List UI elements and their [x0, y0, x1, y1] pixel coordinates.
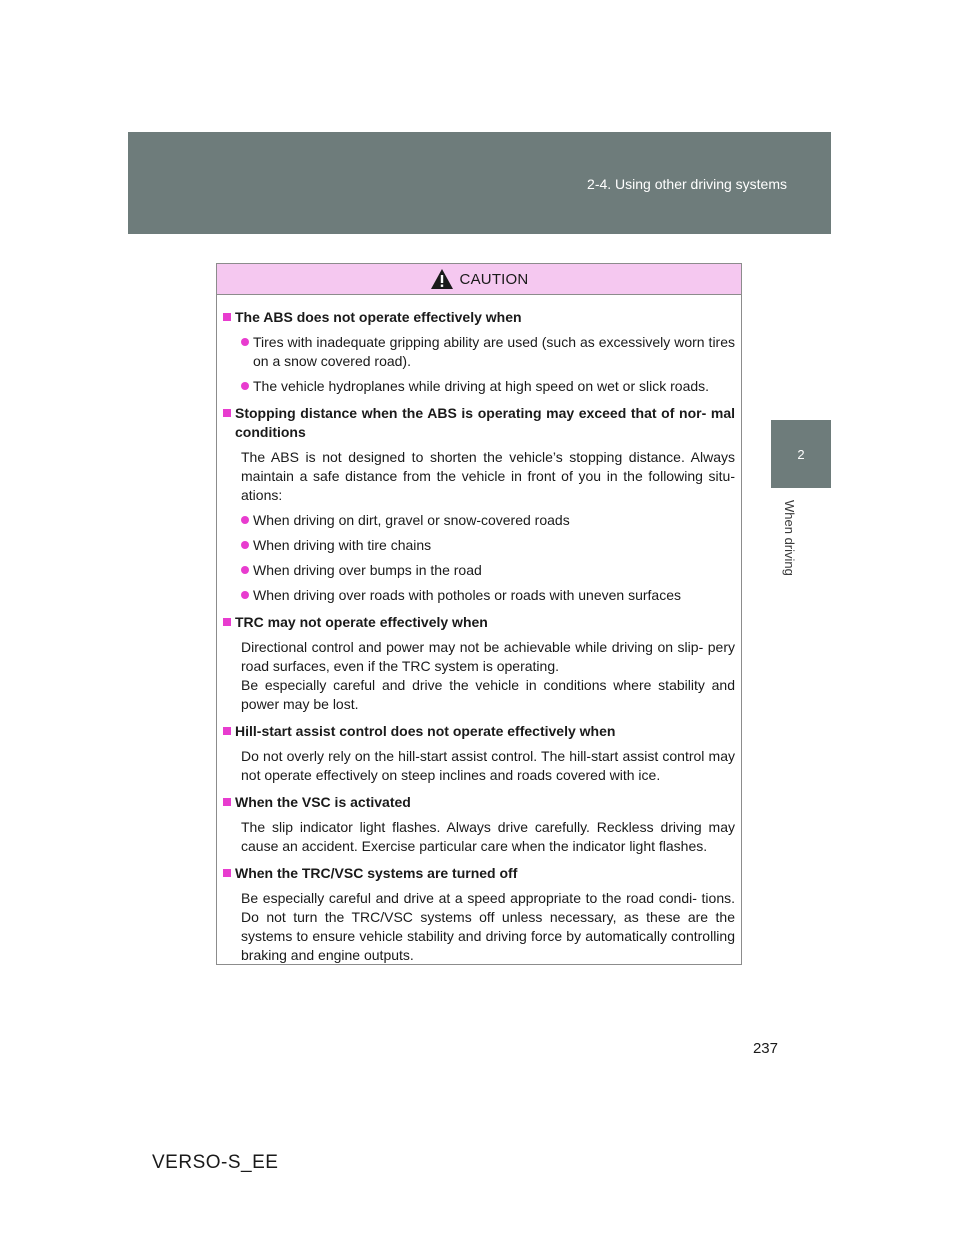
round-bullet-icon [241, 541, 249, 549]
warning-triangle-icon [430, 268, 454, 290]
header-band [128, 132, 831, 234]
chapter-number: 2 [797, 446, 805, 462]
caution-title: CAUTION [459, 270, 529, 288]
trc-text-2: Be especially careful and drive the vehicle in conditions where stability and power may be lost. [241, 677, 735, 712]
stopping-distance-text: The ABS is not designed to shorten the vehicle’s stopping distance. Always maintain a safe distance from the vehicle in front of you in the following situ- ations: [241, 449, 735, 503]
list-item: Tires with inadequate gripping ability are used (such as excessively worn tires on a snow covered road). [241, 333, 735, 371]
square-bullet-icon [223, 409, 231, 417]
document-code: VERSO-S_EE [152, 1152, 279, 1173]
square-bullet-icon [223, 727, 231, 735]
square-bullet-icon [223, 798, 231, 806]
caution-header [217, 264, 741, 295]
page-number: 237 [752, 1040, 778, 1057]
round-bullet-icon [241, 338, 249, 346]
round-bullet-icon [241, 591, 249, 599]
round-bullet-icon [241, 516, 249, 524]
chapter-tab[interactable] [771, 420, 831, 488]
list-item: When driving over bumps in the road [241, 561, 735, 580]
vsc-text: The slip indicator light flashes. Always drive carefully. Reckless driving may cause an accident. Exercise particular care when the indicator light flashes. [241, 819, 735, 854]
round-bullet-icon [241, 566, 249, 574]
stopping-distance-heading: Stopping distance when the ABS is operating may exceed that of nor- mal conditions [223, 404, 735, 442]
chapter-label: When driving [782, 500, 797, 576]
list-item: When driving on dirt, gravel or snow-covered roads [241, 511, 735, 530]
hill-start-heading: Hill-start assist control does not operate effectively when [223, 722, 735, 741]
round-bullet-icon [241, 382, 249, 390]
abs-heading: The ABS does not operate effectively when [223, 308, 735, 327]
square-bullet-icon [223, 618, 231, 626]
caution-box [216, 263, 742, 965]
list-item: When driving over roads with potholes or roads with uneven surfaces [241, 586, 735, 605]
vsc-heading: When the VSC is activated [223, 793, 735, 812]
trc-text: Directional control and power may not be achievable while driving on slip- pery road surfaces, even if the TRC system is operating. [241, 639, 735, 674]
section-title: 2-4. Using other driving systems [587, 176, 787, 192]
square-bullet-icon [223, 313, 231, 321]
systems-off-heading: When the TRC/VSC systems are turned off [223, 864, 735, 883]
list-item: The vehicle hydroplanes while driving at high speed on wet or slick roads. [241, 377, 735, 396]
hill-start-text: Do not overly rely on the hill-start assist control. The hill-start assist control may not operate effectively on steep inclines and roads covered with ice. [241, 748, 735, 783]
chapter-label-area [768, 500, 808, 590]
list-item: When driving with tire chains [241, 536, 735, 555]
caution-body [217, 295, 741, 965]
trc-heading: TRC may not operate effectively when [223, 613, 735, 632]
square-bullet-icon [223, 869, 231, 877]
systems-off-text: Be especially careful and drive at a speed appropriate to the road condi- tions. Do not turn the TRC/VSC systems off unless necessary, as these are the systems to ensure vehicle stability and driving force by automatically controlling braking and engine outputs. [241, 890, 735, 963]
